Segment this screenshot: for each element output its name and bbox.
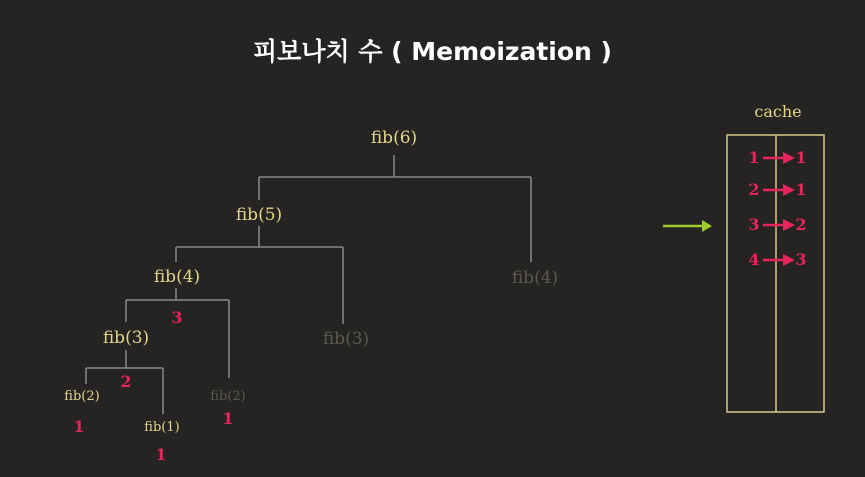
node-fib3-value: 2 bbox=[120, 372, 132, 391]
cache-arrow-icon bbox=[763, 254, 795, 266]
cache-key: 1 bbox=[748, 148, 760, 167]
cache-value: 3 bbox=[795, 250, 807, 269]
node-fib5: fib(5) bbox=[235, 205, 283, 225]
node-fib2-right: fib(2) bbox=[210, 389, 246, 404]
cache-arrows bbox=[763, 152, 795, 266]
page-title: 피보나치 수 ( Memoization ) bbox=[253, 37, 612, 66]
cache-key: 2 bbox=[748, 180, 760, 199]
node-fib2: fib(2) bbox=[64, 389, 100, 404]
node-fib2-right-value: 1 bbox=[222, 409, 234, 428]
node-fib3-right: fib(3) bbox=[322, 329, 370, 349]
cache-value: 1 bbox=[795, 180, 807, 199]
edge-fib5 bbox=[176, 226, 343, 324]
cache-arrow-icon bbox=[763, 219, 795, 231]
cache-value: 2 bbox=[795, 215, 807, 234]
node-fib6: fib(6) bbox=[370, 128, 418, 148]
cache-arrow-icon bbox=[763, 152, 795, 164]
node-fib4-value: 3 bbox=[171, 308, 183, 327]
cache-key: 4 bbox=[748, 250, 760, 269]
cache-table bbox=[727, 135, 824, 412]
node-fib4: fib(4) bbox=[153, 267, 201, 287]
pointer-arrow-icon bbox=[663, 220, 712, 232]
node-fib1-value: 1 bbox=[155, 445, 167, 464]
node-fib3: fib(3) bbox=[102, 328, 150, 348]
cache-arrow-icon bbox=[763, 184, 795, 196]
node-fib1: fib(1) bbox=[144, 420, 180, 435]
cache-value: 1 bbox=[795, 148, 807, 167]
cache-key: 3 bbox=[748, 215, 760, 234]
node-fib4-right: fib(4) bbox=[511, 268, 559, 288]
node-fib2-value: 1 bbox=[73, 417, 85, 436]
edge-fib6 bbox=[259, 155, 531, 262]
cache-title: cache bbox=[754, 102, 802, 121]
